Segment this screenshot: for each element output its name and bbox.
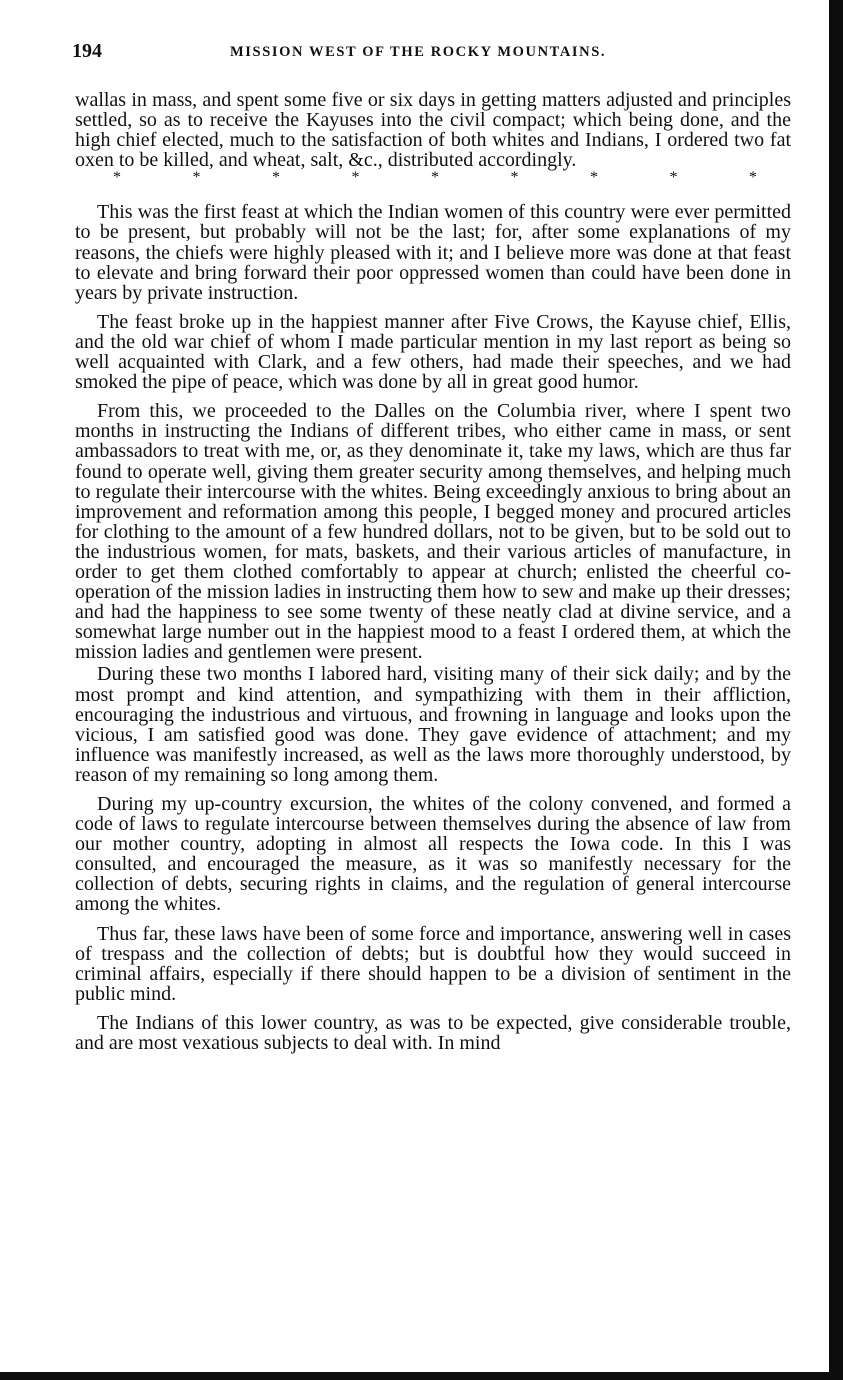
page-header xyxy=(72,40,792,70)
asterisk-5: * xyxy=(431,169,439,187)
paragraph-5: During these two months I labored hard, visiting many of their sick daily; and by the most prompt and kind attention, and sympathizing with them in their affliction, encouraging the industrious and virtuous, and frowning in language and looks upon the vicious, I am satisfied good was done. They gave evidence of attachment; and my influence was manifestly increased, as well as the laws more thoroughly understood, by reason of my remaining so long among them. xyxy=(75,663,791,786)
asterisk-9: * xyxy=(749,169,757,187)
asterisk-7: * xyxy=(590,169,598,187)
asterisk-2: * xyxy=(192,169,201,187)
paragraph-6: During my up-country excursion, the whites of the colony convened, and formed a code of laws to regulate intercourse between themselves during the absence of law from our mother country, adopting in almost all respects the Iowa code. In this I was consulted, and encouraged the measure, as it was so manifestly necessary for the collection of debts, securing rights in claims, and the regulation of general intercourse among the whites. xyxy=(75,793,791,916)
paragraph-8: The Indians of this lower country, as was to be expected, give considerable trouble, and are most vexatious subjects to deal with. In mind xyxy=(75,1011,791,1055)
scan-edge-bottom xyxy=(0,1372,843,1380)
section-separator xyxy=(75,170,791,196)
asterisk-1: * xyxy=(113,169,121,187)
asterisk-8: * xyxy=(669,169,678,187)
running-head: MISSION WEST OF THE ROCKY MOUNTAINS. xyxy=(230,44,607,60)
asterisk-4: * xyxy=(351,169,360,187)
page-number: 194 xyxy=(72,40,102,62)
asterisk-3: * xyxy=(272,169,280,187)
scan-edge-right xyxy=(829,0,843,1380)
paragraph-4: From this, we proceeded to the Dalles on the Columbia river, where I spent two months in instructing the Indians of different tribes, who either came in mass, or sent ambassadors to treat with me, or, as they denominate it, take my laws, which are thus far found to operate well, giving them greater security among themselves, and helping much to regulate their intercourse with the whites. Being exceedingly anxious to bring about an improvement and reformation among this people, I begged money and procured articles for clothing to the amount of a few hundred dollars, not to be given, but to be sold out to the industrious women, for mats, baskets, and their various articles of manufacture, in order to get them clothed comfortably to appear at church; enlisted the cheerful co-operation of the mission ladies in instructing them how to sew and make up their dresses; and had the happiness to see some twenty of these neatly clad at divine service, and a somewhat large number out in the happiest mood to a feast I ordered them, at which the mission ladies and gentlemen were present. xyxy=(75,400,791,664)
paragraph-1: wallas in mass, and spent some five or six days in getting matters adjusted and principles settled, so as to receive the Kayuses into the civil compact; which being done, and the high chief elected, much to the satisfaction of both whites and Indians, I ordered two fat oxen to be killed, and wheat, salt, &c., distributed accordingly. xyxy=(75,89,791,172)
paragraph-3: The feast broke up in the happiest manner after Five Crows, the Kayuse chief, Ellis, and the old war chief of whom I made particular mention in my last report as being so well acquainted with Clark, and a few others, had made their speeches, and we had smoked the pipe of peace, which was done by all in great good humor. xyxy=(75,310,791,394)
body-text xyxy=(75,90,791,1053)
asterisk-6: * xyxy=(510,169,519,187)
paragraph-2: This was the first feast at which the Indian women of this country were ever permitted to be present, but probably will not be the last; for, after some explanations of my reasons, the chiefs were highly pleased with it; and I believe more was done at that feast to elevate and bring forward their poor oppressed women than could have been done in years by private instruction. xyxy=(75,201,791,304)
paragraph-7: Thus far, these laws have been of some force and importance, answering well in cases of trespass and the collection of debts; but is doubtful how they would succeed in criminal affairs, especially if there should happen to be a division of sentiment in the public mind. xyxy=(75,922,791,1005)
